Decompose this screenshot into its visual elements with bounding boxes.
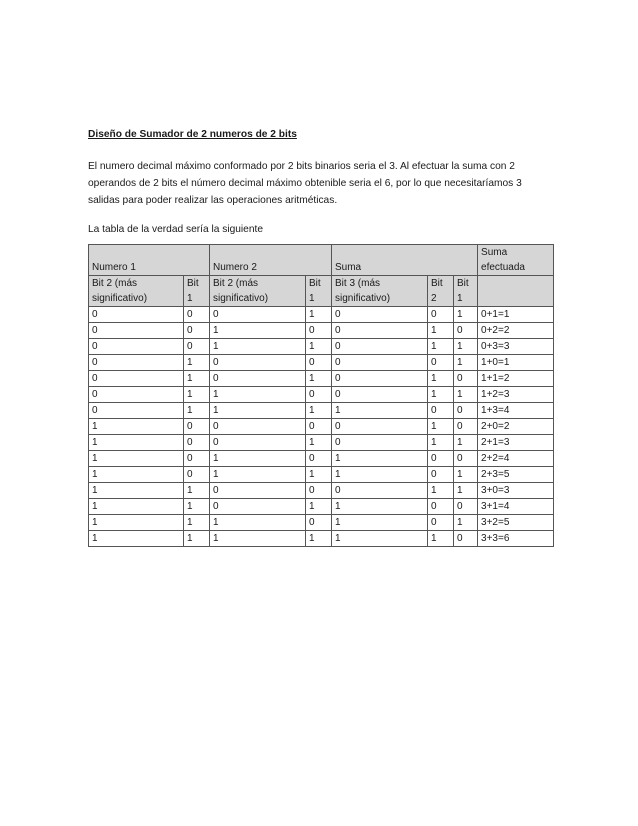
table-cell: 1 [306,403,332,419]
table-cell: 0 [184,339,210,355]
sub-header-cell [428,276,454,307]
table-cell: 0+1=1 [478,307,554,323]
table-cell: 3+2=5 [478,515,554,531]
sub-header-cell [478,276,554,307]
table-intro: La tabla de la verdad sería la siguiente [88,224,264,235]
table-cell: 0 [306,355,332,371]
table-row [89,371,554,387]
table-cell: 1 [454,467,478,483]
sub-header-cell [306,276,332,307]
table-cell: 0 [332,387,428,403]
table-cell: 1 [332,451,428,467]
table-cell: 1 [332,403,428,419]
header-suma-efectuada-line1: Suma [481,247,508,258]
document-title: Diseño de Sumador de 2 numeros de 2 bits [88,129,297,140]
table-cell: 1 [89,531,184,547]
table-cell: 1+2=3 [478,387,554,403]
table-cell: 1 [306,531,332,547]
table-cell: 0 [210,307,306,323]
table-cell: 0 [428,515,454,531]
table-cell: 0 [428,403,454,419]
group-header-row [89,245,554,276]
paragraph-line: operandos de 2 bits el número decimal máximo obtenible seria el 6, por lo que necesitaríamos 3 [88,178,522,189]
table-row [89,419,554,435]
table-cell: 0 [454,371,478,387]
table-cell: 1 [210,531,306,547]
table-cell: 1 [428,371,454,387]
table-cell: 0 [332,339,428,355]
table-cell: 0 [210,371,306,387]
table-row [89,387,554,403]
header-suma-efectuada-line2: efectuada [481,262,525,273]
table-cell: 1 [454,435,478,451]
table-cell: 0 [210,435,306,451]
table-cell: 1+1=2 [478,371,554,387]
table-cell: 1 [454,339,478,355]
table-cell: 1 [332,531,428,547]
table-row [89,323,554,339]
table-cell: 0 [306,387,332,403]
table-cell: 1 [89,499,184,515]
table-cell: 0 [306,419,332,435]
table-cell: 0 [184,307,210,323]
table-cell: 0 [454,323,478,339]
table-cell: 0 [454,499,478,515]
table-cell: 1 [454,355,478,371]
table-cell: 0 [306,451,332,467]
sub-header-line1: Bit [457,278,469,289]
table-cell: 0 [454,403,478,419]
table-cell: 1 [184,371,210,387]
table-cell: 0 [210,355,306,371]
sub-header-cell [184,276,210,307]
table-cell: 0 [210,419,306,435]
table-cell: 1 [210,387,306,403]
table-cell: 0 [89,339,184,355]
table-cell: 2+1=3 [478,435,554,451]
table-cell: 0 [89,387,184,403]
table-cell: 1 [454,387,478,403]
table-cell: 1 [454,307,478,323]
table-cell: 3+0=3 [478,483,554,499]
table-cell: 3+1=4 [478,499,554,515]
table-row [89,499,554,515]
table-body [89,307,554,547]
table-cell: 1 [210,451,306,467]
sub-header-line1: Bit [187,278,199,289]
table-cell: 0 [332,371,428,387]
table-cell: 1 [306,435,332,451]
table-cell: 1 [428,435,454,451]
table-row [89,531,554,547]
table-cell: 1+3=4 [478,403,554,419]
table-cell: 1 [89,435,184,451]
table-cell: 0 [306,483,332,499]
table-cell: 0 [428,499,454,515]
sub-header-line2: 1 [457,293,463,304]
header-numero-1: Numero 1 [89,245,210,276]
table-cell: 0 [184,419,210,435]
table-cell: 0 [184,451,210,467]
sub-header-line1: Bit 2 (más [213,278,259,289]
table-cell: 0 [332,419,428,435]
table-cell: 1 [306,307,332,323]
table-cell: 0 [210,499,306,515]
table-cell: 1 [210,515,306,531]
table-cell: 0 [332,307,428,323]
table-cell: 1 [306,371,332,387]
paragraph-line: El numero decimal máximo conformado por 2 bits binarios seria el 3. Al efectuar la suma con 2 [88,161,515,172]
sub-header-line2: significativo) [92,293,148,304]
table-cell: 0 [184,323,210,339]
table-cell: 0 [210,483,306,499]
sub-header-line2: significativo) [335,293,391,304]
table-cell: 1 [428,483,454,499]
table-cell: 1 [89,483,184,499]
table-row [89,451,554,467]
table-cell: 1 [428,419,454,435]
table-cell: 1 [332,467,428,483]
paragraph-line: salidas para poder realizar las operaciones aritméticas. [88,195,338,206]
sub-header-line2: 1 [309,293,315,304]
table-cell: 1 [89,451,184,467]
table-cell: 2+3=5 [478,467,554,483]
table-cell: 0 [89,355,184,371]
sub-header-line2: significativo) [213,293,269,304]
table-cell: 1 [89,467,184,483]
truth-table [88,244,554,547]
table-row [89,467,554,483]
table-cell: 0+3=3 [478,339,554,355]
table-cell: 0+2=2 [478,323,554,339]
sub-header-line1: Bit 3 (más [335,278,381,289]
table-cell: 0 [184,435,210,451]
table-cell: 1 [184,483,210,499]
document-body [88,128,552,237]
table-cell: 3+3=6 [478,531,554,547]
table-cell: 1 [184,515,210,531]
table-cell: 1 [210,323,306,339]
table-cell: 0 [454,419,478,435]
table-row [89,403,554,419]
table-cell: 1 [184,499,210,515]
table-cell: 0 [332,355,428,371]
sub-header-line2: 1 [187,293,193,304]
sub-header-line1: Bit [431,278,443,289]
table-cell: 1 [306,467,332,483]
table-cell: 1 [184,403,210,419]
sub-header-row [89,276,554,307]
table-cell: 2+2=4 [478,451,554,467]
table-cell: 1 [210,403,306,419]
table-row [89,435,554,451]
header-suma-efectuada [478,245,554,276]
table-cell: 0 [306,323,332,339]
table-cell: 0 [428,467,454,483]
table-cell: 1 [210,467,306,483]
table-row [89,483,554,499]
table-cell: 0 [306,515,332,531]
table-row [89,355,554,371]
table-cell: 2+0=2 [478,419,554,435]
table-row [89,307,554,323]
sub-header-line1: Bit 2 (más [92,278,138,289]
sub-header-cell [454,276,478,307]
table-cell: 1 [306,339,332,355]
table-cell: 0 [89,371,184,387]
table-cell: 1 [89,515,184,531]
table-cell: 1 [428,531,454,547]
table-cell: 0 [454,531,478,547]
header-numero-2: Numero 2 [210,245,332,276]
sub-header-line1: Bit [309,278,321,289]
table-cell: 1 [454,515,478,531]
sub-header-cell [210,276,306,307]
table-cell: 1 [89,419,184,435]
table-cell: 0 [89,403,184,419]
table-cell: 1 [184,387,210,403]
table-row [89,339,554,355]
table-cell: 1 [210,339,306,355]
table-cell: 1 [428,387,454,403]
sub-header-cell [89,276,184,307]
table-cell: 1 [306,499,332,515]
sub-header-line2: 2 [431,293,437,304]
table-cell: 0 [332,483,428,499]
table-cell: 0 [428,307,454,323]
table-cell: 0 [89,307,184,323]
table-cell: 1 [332,499,428,515]
sub-header-cell [332,276,428,307]
description-paragraph [88,158,552,209]
table-cell: 0 [428,451,454,467]
table-cell: 1 [184,531,210,547]
table-cell: 0 [454,451,478,467]
table-cell: 0 [332,323,428,339]
header-suma: Suma [332,245,478,276]
table-cell: 0 [89,323,184,339]
table-cell: 1 [428,339,454,355]
table-cell: 0 [428,355,454,371]
table-cell: 1 [454,483,478,499]
table-cell: 1 [184,355,210,371]
table-row [89,515,554,531]
table-cell: 1 [332,515,428,531]
table-cell: 0 [332,435,428,451]
table-cell: 1+0=1 [478,355,554,371]
table-cell: 0 [184,467,210,483]
table-cell: 1 [428,323,454,339]
